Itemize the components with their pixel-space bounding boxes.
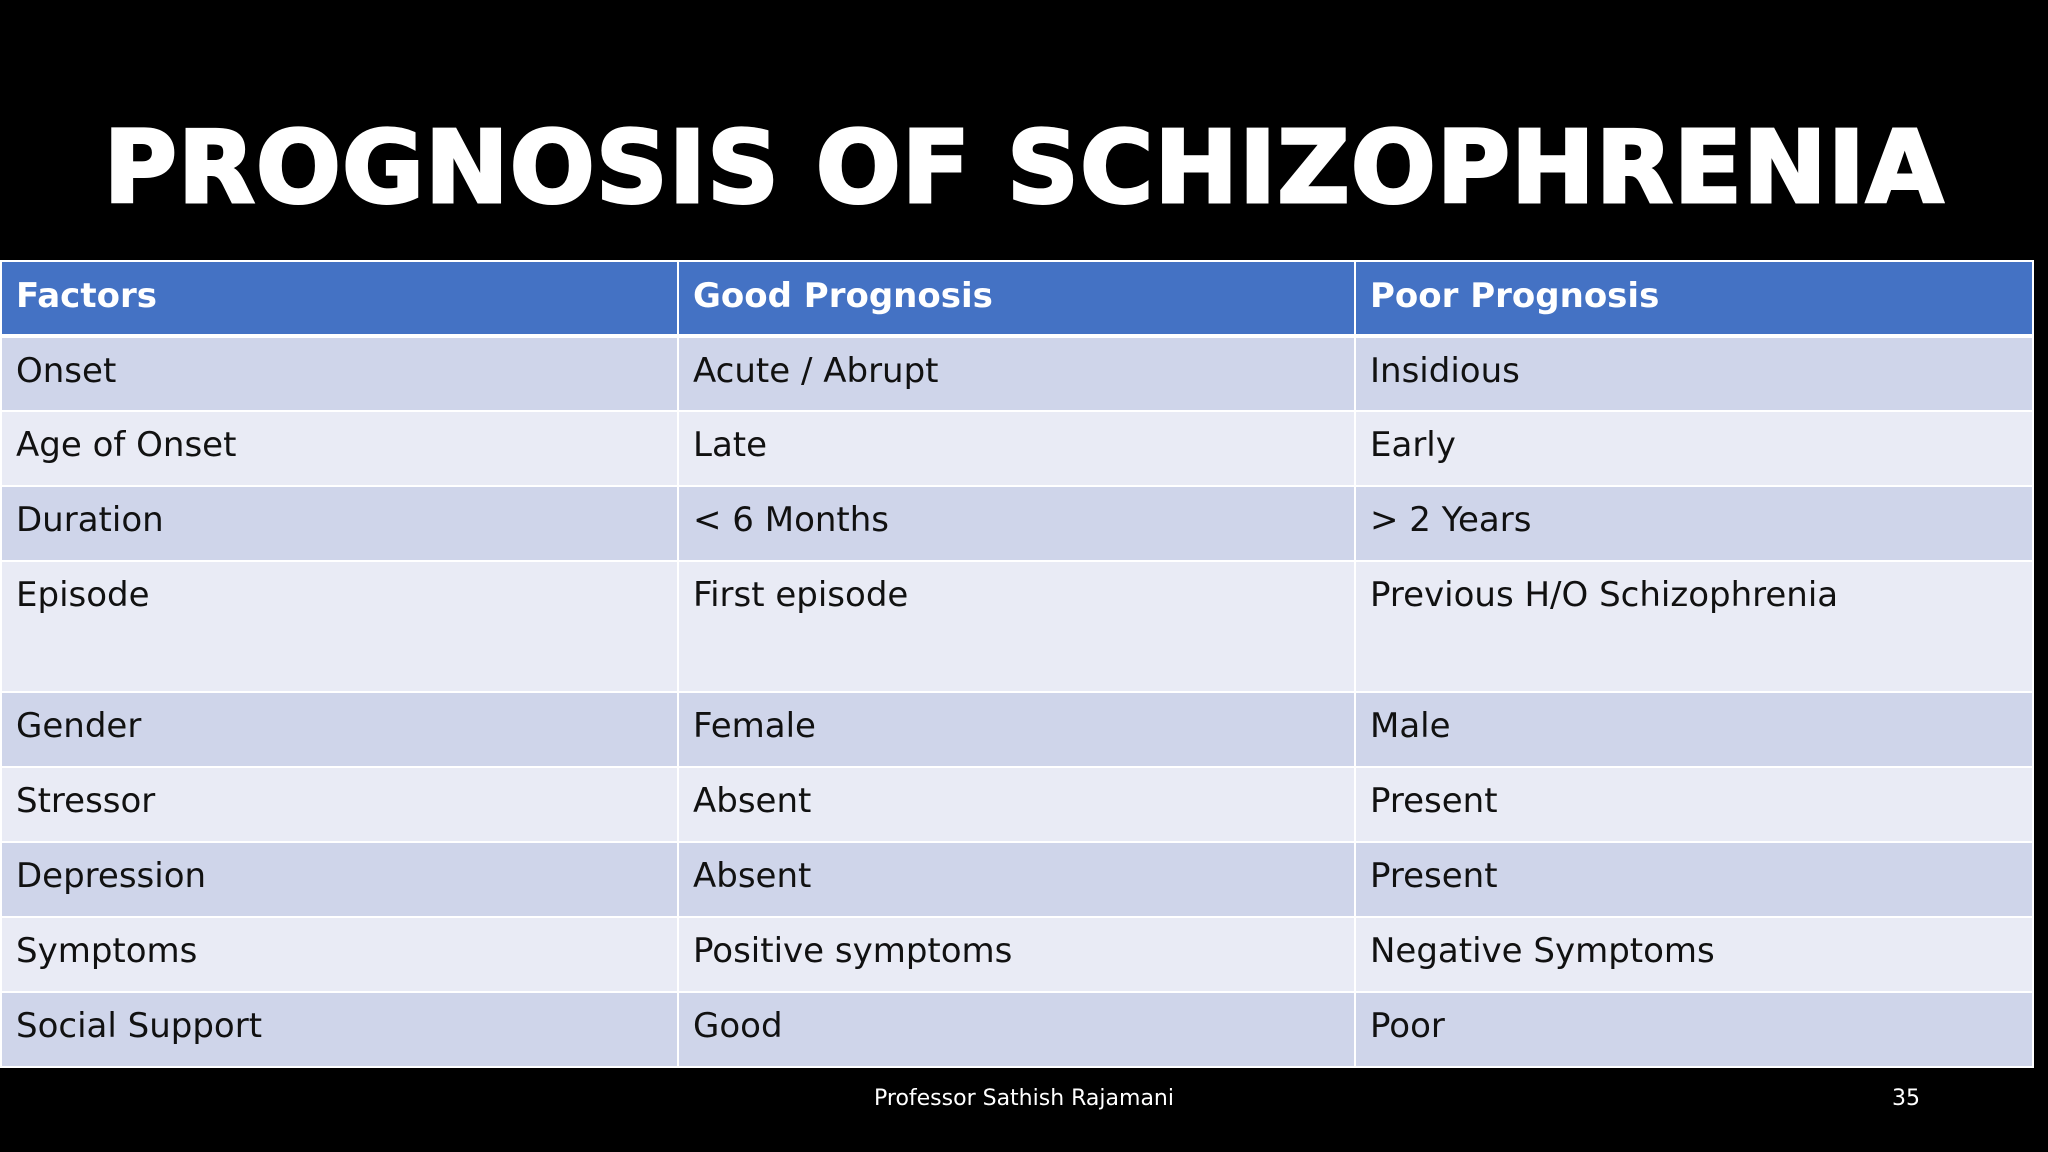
poor-prognosis-cell: Previous H/O Schizophrenia xyxy=(1355,561,2033,692)
table-header-row xyxy=(1,261,2033,336)
factor-cell: Gender xyxy=(1,692,678,767)
poor-prognosis-cell: Present xyxy=(1355,842,2033,917)
table-row xyxy=(1,692,2033,767)
poor-prognosis-cell: Male xyxy=(1355,692,2033,767)
poor-prognosis-cell: Poor xyxy=(1355,992,2033,1067)
poor-prognosis-cell: Insidious xyxy=(1355,336,2033,411)
factor-cell: Age of Onset xyxy=(1,411,678,486)
factor-cell: Stressor xyxy=(1,767,678,842)
good-prognosis-cell: Good xyxy=(678,992,1355,1067)
good-prognosis-cell: First episode xyxy=(678,561,1355,692)
slide-footer: Professor Sathish Rajamani xyxy=(874,1086,1174,1111)
poor-prognosis-cell: Early xyxy=(1355,411,2033,486)
table-row xyxy=(1,561,2033,692)
good-prognosis-cell: Absent xyxy=(678,767,1355,842)
prognosis-table xyxy=(0,260,2034,1068)
table-row xyxy=(1,336,2033,411)
table-row xyxy=(1,486,2033,561)
factor-cell: Symptoms xyxy=(1,917,678,992)
good-prognosis-cell: Acute / Abrupt xyxy=(678,336,1355,411)
poor-prognosis-cell: Negative Symptoms xyxy=(1355,917,2033,992)
factor-cell: Depression xyxy=(1,842,678,917)
table-row xyxy=(1,992,2033,1067)
good-prognosis-cell: Late xyxy=(678,411,1355,486)
factor-cell: Social Support xyxy=(1,992,678,1067)
poor-prognosis-cell: > 2 Years xyxy=(1355,486,2033,561)
good-prognosis-cell: Female xyxy=(678,692,1355,767)
table-row xyxy=(1,411,2033,486)
column-header-poor-prognosis: Poor Prognosis xyxy=(1355,261,2033,336)
table-row xyxy=(1,767,2033,842)
column-header-factors: Factors xyxy=(1,261,678,336)
column-header-good-prognosis: Good Prognosis xyxy=(678,261,1355,336)
factor-cell: Episode xyxy=(1,561,678,692)
factor-cell: Onset xyxy=(1,336,678,411)
slide-title: PROGNOSIS OF SCHIZOPHRENIA xyxy=(103,109,1945,226)
factor-cell: Duration xyxy=(1,486,678,561)
good-prognosis-cell: Absent xyxy=(678,842,1355,917)
good-prognosis-cell: Positive symptoms xyxy=(678,917,1355,992)
good-prognosis-cell: < 6 Months xyxy=(678,486,1355,561)
slide-number: 35 xyxy=(1892,1086,1920,1111)
table-row xyxy=(1,917,2033,992)
table-row xyxy=(1,842,2033,917)
poor-prognosis-cell: Present xyxy=(1355,767,2033,842)
